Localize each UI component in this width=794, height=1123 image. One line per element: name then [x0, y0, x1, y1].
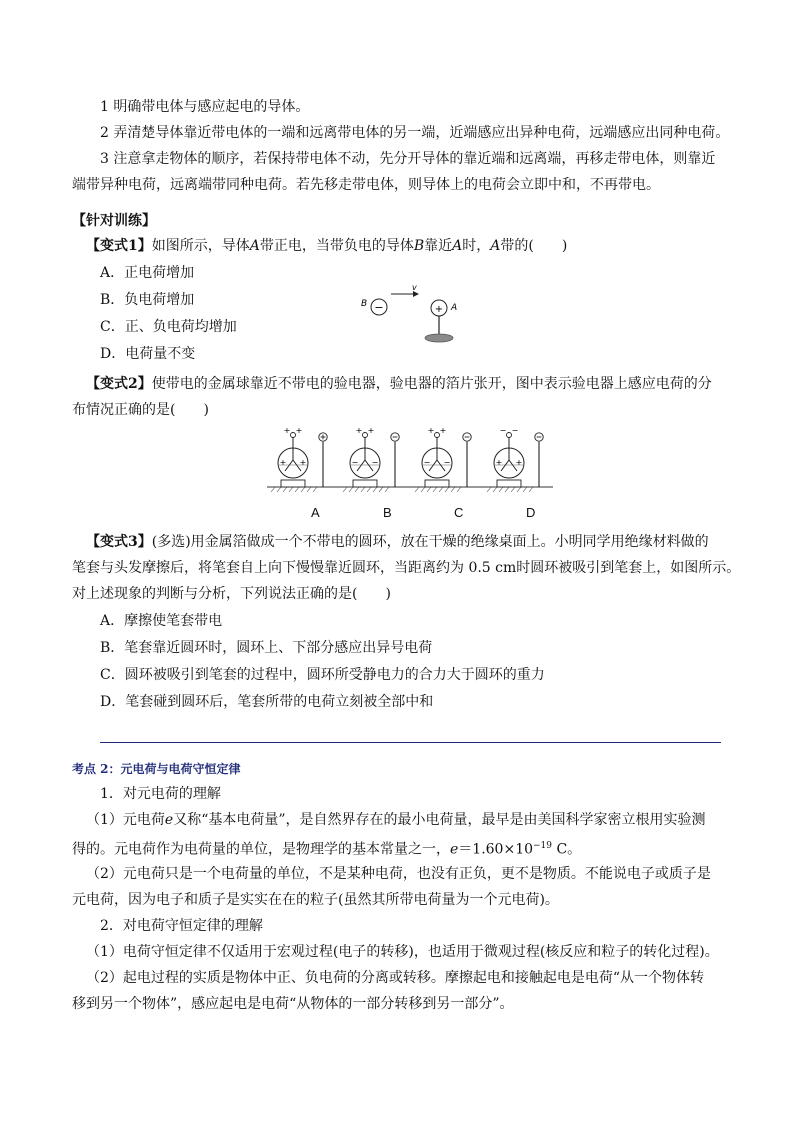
question-1-option-b: B．负电荷增加	[100, 292, 195, 308]
electroscope-d-top-charge-1: −	[499, 426, 507, 435]
electroscope-c-hatch-6	[451, 487, 455, 492]
electroscope-d-top-charge-2: −	[511, 426, 519, 435]
electroscope-a-hatch-4	[295, 487, 299, 492]
electroscope-c-leaf-charge-2: −	[443, 458, 451, 467]
question-3-option-a: A．摩擦使笔套带电	[100, 613, 223, 629]
electroscope-d-stand	[497, 480, 521, 487]
caption-b: B	[383, 505, 392, 520]
electroscope-b-top-charge-2: +	[367, 426, 375, 435]
electroscope-a-hatch-6	[307, 487, 311, 492]
electroscope-d-hatch-3	[505, 487, 509, 492]
electroscope-d-hatch-6	[523, 487, 527, 492]
electroscope-c-hatch-2	[427, 487, 431, 492]
section-2-para-2-line-1: （2）元电荷只是一个电荷量的单位，不是某种电荷，也没有正负，更不是物质。不能说电子或质子是	[86, 866, 711, 882]
electroscope-b-hatch-3	[361, 487, 365, 492]
question-1-tag: 【变式1】	[86, 238, 152, 254]
question-3-option-d: D．笔套碰到圆环后，笔套所带的电荷立刻被全部中和	[100, 694, 434, 710]
electroscope-b-leaf-charge-2: −	[371, 458, 379, 467]
question-3-option-c: C．圆环被吸引到笔套的过程中，圆环所受静电力的合力大于圆环的重力	[100, 667, 545, 683]
electroscope-a-hatch-2	[283, 487, 287, 492]
section-2-para-2-line-2: 元电荷，因为电子和质子是实实在在的粒子(虽然其所带电荷量为一个元电荷)。	[72, 892, 559, 908]
training-heading: 【针对训练】	[72, 213, 156, 229]
section-divider	[100, 742, 721, 743]
electroscope-a-top-charge-2: +	[295, 426, 303, 435]
question-2-tag: 【变式2】	[86, 376, 152, 392]
plus-sign: +	[434, 304, 444, 315]
question-2-line-2: 布情况正确的是( )	[72, 402, 209, 418]
point-2: 2 弄清楚导体靠近带电体的一端和远离带电体的另一端，近端感应出异种电荷，远端感应出同种电荷。	[100, 125, 730, 141]
electroscope-b-top-charge-1: +	[355, 426, 363, 435]
electroscope-c-top-charge-1: +	[427, 426, 435, 435]
electroscope-b-hatch-2	[355, 487, 359, 492]
question-2-line-1: 【变式2】使带电的金属球靠近不带电的验电器，验电器的箔片张开，图中表示验电器上感应电荷的分	[86, 376, 712, 392]
electroscope-c-hatch-5	[445, 487, 449, 492]
electroscope-d-leaf-charge-1: +	[495, 458, 503, 467]
electroscope-d-hatch-1	[493, 487, 497, 492]
section-2-title: 考点 2：元电荷与电荷守恒定律	[72, 762, 241, 776]
point-1: 1 明确带电体与感应起电的导体。	[100, 99, 310, 115]
section-2-heading-1: 1．对元电荷的理解	[100, 786, 221, 802]
question-1-option-d: D．电荷量不变	[100, 346, 196, 362]
question-1-option-a: A．正电荷增加	[100, 265, 195, 281]
caption-c: C	[454, 505, 464, 520]
electroscope-d-leaf-charge-2: +	[515, 458, 523, 467]
electroscope-a-leaf-charge-1: +	[279, 458, 287, 467]
section-2-para-3: （1）电荷守恒定律不仅适用于宏观过程(电子的转移)，也适用于微观过程(核反应和粒子的转化过程)。	[86, 944, 719, 960]
electroscope-c-top-charge-2: +	[439, 426, 447, 435]
electroscope-c-leaf-charge-1: −	[423, 458, 431, 467]
question-1-stem: 【变式1】如图所示，导体A带正电，当带负电的导体B靠近A时，A带的( )	[86, 238, 568, 254]
electroscope-d-hatch-2	[499, 487, 503, 492]
electroscope-b-hatch-0	[343, 487, 347, 492]
electroscope-b-hatch-1	[349, 487, 353, 492]
electroscope-d-hatch-4	[511, 487, 515, 492]
question-3-tag: 【变式3】	[86, 534, 152, 550]
section-2-para-4-line-1: （2）起电过程的实质是物体中正、负电荷的分离或转移。摩擦起电和接触起电是电荷“从一个物体转	[86, 970, 705, 986]
question-2-figure	[265, 425, 555, 497]
electroscope-a-hatch-0	[271, 487, 275, 492]
electroscope-c-hatch-7	[457, 487, 461, 492]
question-1-option-c: C．正、负电荷均增加	[100, 319, 237, 335]
minus-sign: −	[374, 301, 384, 314]
question-3-line-2: 笔套与头发摩擦后，将笔套自上向下慢慢靠近圆环，当距离约为 0.5 cm时圆环被吸引到笔套上，如图所示。	[72, 560, 741, 576]
electroscope-b-hatch-4	[367, 487, 371, 492]
electroscope-a-leaf-charge-2: +	[299, 458, 307, 467]
section-2-para-1-line-1: （1）元电荷e又称“基本电荷量”，是自然界存在的最小电荷量，最早是由美国科学家密立根用实验测	[86, 812, 706, 828]
electroscope-a-stand	[281, 480, 305, 487]
electroscope-a-hatch-1	[277, 487, 281, 492]
point-3-line-1: 3 注意拿走物体的顺序，若保持带电体不动，先分开导体的靠近端和远离端，再移走带电体，则靠近	[100, 151, 716, 167]
section-2-para-4-line-2: 移到另一个物体”，感应起电是电荷“从物体的一部分转移到另一部分”。	[72, 996, 514, 1012]
section-2-heading-2: 2．对电荷守恒定律的理解	[100, 918, 263, 934]
electroscope-c-stand	[425, 480, 449, 487]
question-1-figure	[355, 282, 475, 348]
electroscope-a-hatch-7	[313, 487, 317, 492]
electroscope-a-top-charge-1: +	[283, 426, 291, 435]
electroscope-b-hatch-5	[373, 487, 377, 492]
caption-a: A	[311, 505, 320, 520]
section-2-para-1-line-2: 得的。元电荷作为电荷量的单位，是物理学的基本常量之一，$e=1.60\times 10^{-19}$ C。	[72, 841, 582, 858]
question-3-line-3: 对上述现象的判断与分析，下列说法正确的是( )	[72, 586, 391, 602]
b-label: B	[361, 299, 368, 309]
electroscope-d-hatch-0	[487, 487, 491, 492]
electroscope-d-hatch-7	[529, 487, 533, 492]
electroscope-a-hatch-5	[301, 487, 305, 492]
electroscope-c-hatch-4	[439, 487, 443, 492]
electroscope-c-hatch-3	[433, 487, 437, 492]
a-label: A	[451, 303, 458, 313]
stand-base	[425, 334, 453, 342]
electroscope-c-hatch-1	[421, 487, 425, 492]
v-label: v	[412, 283, 417, 292]
electroscope-a-hatch-3	[289, 487, 293, 492]
electroscope-b-stand	[353, 480, 377, 487]
electroscope-b-leaf-charge-1: −	[351, 458, 359, 467]
question-3-line-1: 【变式3】(多选)用金属箔做成一个不带电的圆环，放在干燥的绝缘桌面上。小明同学用绝缘材料做的	[86, 534, 709, 550]
point-3-line-2: 端带异种电荷，远离端带同种电荷。若先移走带电体，则导体上的电荷会立即中和，不再带电。	[72, 177, 660, 193]
electroscope-b-hatch-6	[379, 487, 383, 492]
electroscope-d-hatch-5	[517, 487, 521, 492]
electroscope-b-hatch-7	[385, 487, 389, 492]
caption-d: D	[526, 505, 536, 520]
electroscope-c-hatch-0	[415, 487, 419, 492]
question-3-option-b: B．笔套靠近圆环时，圆环上、下部分感应出异号电荷	[100, 640, 433, 656]
